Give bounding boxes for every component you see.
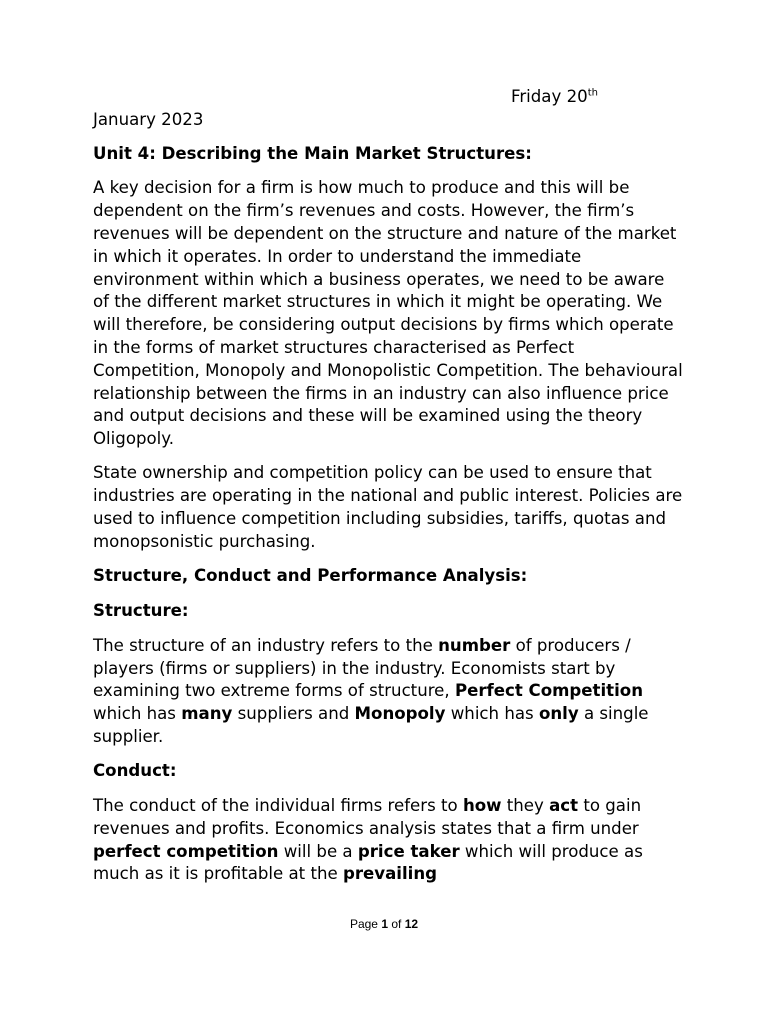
footer-page-word: Page [349, 917, 382, 931]
conduct-bold-how: how [462, 796, 502, 816]
footer-total-pages: 12 [404, 917, 419, 931]
structure-text-2: of producers / players (firms or suppliers) in the industry. Economists start by examining two extreme forms of structure, [93, 635, 631, 701]
conduct-text-3: to gain revenues and profits. Economics analysis states that a firm under [93, 796, 642, 838]
conduct-text-1: The conduct of the individual firms refers to [93, 796, 463, 816]
structure-text-5: which has [445, 704, 539, 724]
structure-bold-number: number [438, 635, 511, 655]
conduct-bold-prevailing: prevailing [342, 864, 438, 884]
structure-text-3: which has [93, 704, 182, 724]
conduct-text-4: will be a [278, 841, 358, 861]
policy-paragraph: State ownership and competition policy can be used to ensure that industries are operating in the national and public interest. Policies are used to influence competition including subsidies, tariffs, quotas and monopsonistic purchasing. [93, 463, 683, 551]
structure-bold-perfect-competition: Perfect Competition [454, 681, 644, 701]
date-day: Friday 20 [511, 87, 588, 106]
structure-bold-only: only [538, 704, 579, 724]
document-title: Unit 4: Describing the Main Market Structures: [93, 143, 532, 163]
structure-text-4: suppliers and [232, 704, 355, 724]
page-footer [0, 917, 768, 931]
conduct-bold-perfect-competition: perfect competition [93, 841, 279, 861]
structure-text-6: a single supplier. [93, 704, 649, 746]
date-month-year: January 2023 [93, 109, 204, 129]
date-ordinal-suffix: th [587, 87, 598, 99]
structure-bold-monopoly: Monopoly [354, 704, 446, 724]
date-line [93, 86, 683, 109]
structure-text-1: The structure of an industry refers to the [93, 635, 439, 655]
conduct-text-2: they [501, 796, 550, 816]
conduct-bold-act: act [549, 796, 579, 816]
document-body [93, 86, 683, 898]
conduct-heading: Conduct: [93, 761, 177, 781]
intro-paragraph: A key decision for a firm is how much to produce and this will be dependent on the firm’s revenues and costs. However, the firm’s revenues will be dependent on the structure and nature of the market in which it operates. In order to understand the immediate environment within which a business operates, we need to be aware of the different market structures in which it might be operating. We will therefore, be considering output decisions by firms which operate in the forms of market structures characterised as Perfect Competition, Monopoly and Monopolistic Competition. The behavioural relationship between the firms in an industry can also influence price and output decisions and these will be examined using the theory Oligopoly. [93, 178, 683, 449]
conduct-bold-price-taker: price taker [357, 841, 460, 861]
structure-heading: Structure: [93, 600, 189, 620]
structure-bold-many: many [181, 704, 233, 724]
scp-heading: Structure, Conduct and Performance Analysis: [93, 566, 528, 586]
footer-current-page: 1 [381, 917, 388, 931]
conduct-paragraph [93, 795, 683, 886]
footer-of-word: of [388, 917, 405, 931]
structure-paragraph [93, 635, 683, 749]
conduct-text-5: which will produce as much as it is profitable at the [93, 841, 643, 884]
